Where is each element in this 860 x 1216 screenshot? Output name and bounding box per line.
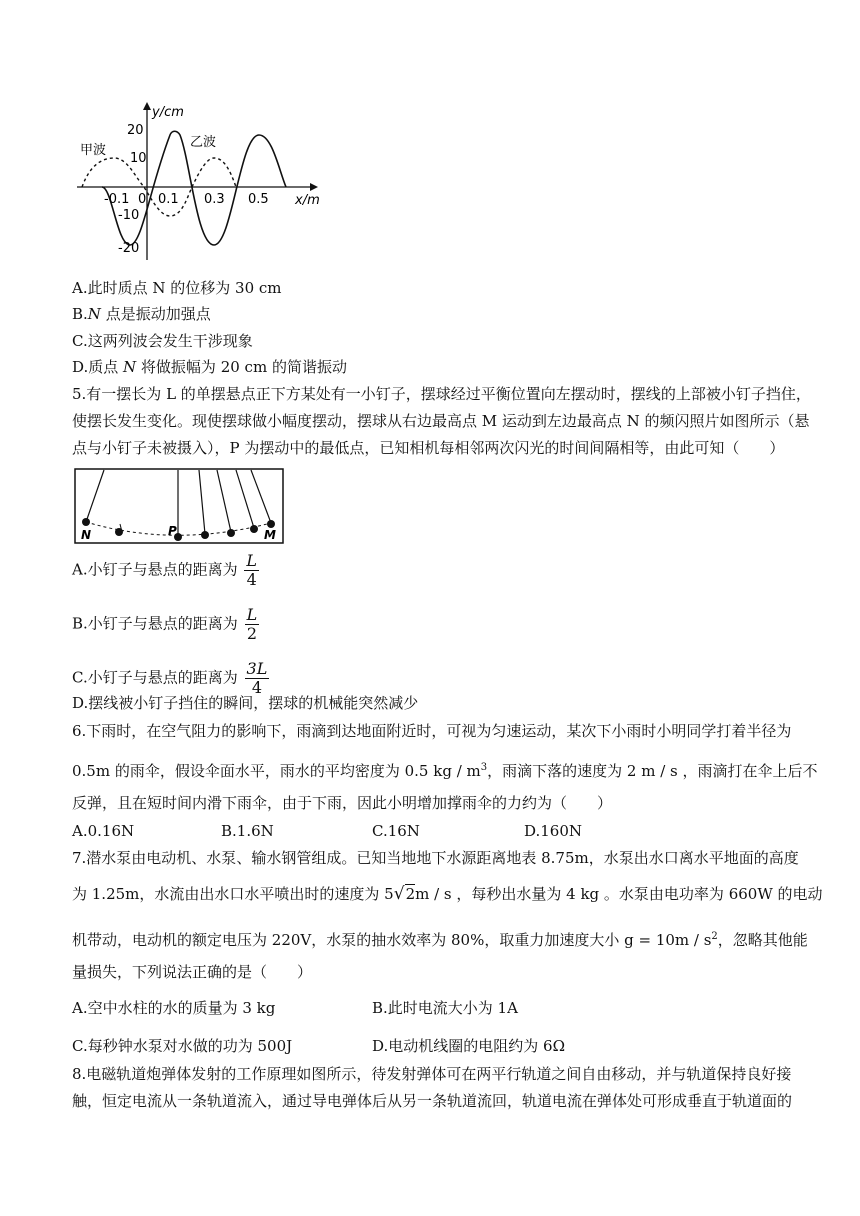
x-axis-label: x/m	[295, 193, 320, 208]
pendulum-string	[86, 470, 104, 522]
q7-stem-line1: 7.潜水泵由电动机、水泵、输水钢管组成。已知当地地下水源距离地表 8.75m，水泵出水口离水平地面的高度	[72, 849, 799, 867]
y-tick-10: 10	[130, 151, 147, 166]
pendulum-bob	[267, 520, 275, 528]
wave-b-label: 乙波	[190, 135, 217, 150]
pendulum-bob	[115, 528, 123, 536]
pendulum-figure	[74, 468, 286, 546]
pendulum-bob	[201, 531, 209, 539]
q5-option-a: A.小钉子与悬点的距离为 $\frac{L}{4}$	[72, 551, 258, 589]
pendulum-string	[217, 470, 231, 532]
x-axis-arrow	[310, 183, 318, 191]
q7-option-b: B.此时电流大小为 1A	[372, 999, 518, 1017]
pendulum-string	[236, 470, 254, 528]
q7-stem-line3: 机带动，电动机的额定电压为 220V，水泵的抽水效率为 80%，取重力加速度大小 $g = 10m / s^2$，忽略其他能	[72, 931, 808, 949]
q5-option-d: D.摆线被小钉子挡住的瞬间，摆球的机械能突然减少	[72, 694, 419, 712]
wave-a-label: 甲波	[80, 143, 107, 158]
y-tick-neg20: -20	[118, 241, 140, 256]
q6-option-a: A.0.16N	[72, 822, 135, 840]
q6-option-b: B.1.6N	[221, 822, 274, 840]
q6-option-d: D.160N	[524, 822, 583, 840]
q7-stem-line2: 为 1.25m，水流由出水口水平喷出时的速度为 5√2m / s ，每秒出水量为 4 kg 。水泵由电功率为 660W 的电动	[72, 884, 823, 904]
q6-stem-line3: 反弹，且在短时间内滑下雨伞，由于下雨，因此小明增加撑雨伞的力约为（ ）	[72, 794, 613, 812]
x-tick-neg0.1: -0.1	[104, 192, 130, 207]
y-axis-arrow	[143, 102, 151, 110]
q7-stem-line4: 量损失，下列说法正确的是（ ）	[72, 963, 313, 981]
point-m-label: M	[264, 528, 276, 542]
pendulum-string	[251, 470, 271, 523]
q4-option-a: A.此时质点 N 的位移为 30 cm	[72, 279, 282, 297]
pendulum-bob	[82, 518, 90, 526]
q6-stem-line1: 6.下雨时，在空气阻力的影响下，雨滴到达地面附近时，可视为匀速运动，某次下小雨时小明同学打着半径为	[72, 722, 792, 740]
pendulum-string	[199, 470, 205, 534]
q5-stem-line3: 点与小钉子未被摄入），P 为摆动中的最低点，已知相机每相邻两次闪光的时间间隔相等，由此可知（ ）	[72, 439, 785, 457]
q8-stem-line2: 触，恒定电流从一条轨道流入，通过导电弹体后从另一条轨道流回，轨道电流在弹体处可形成垂直于轨道面的	[72, 1092, 793, 1110]
q8-stem-line1: 8.电磁轨道炮弹体发射的工作原理如图所示，待发射弹体可在两平行轨道之间自由移动，并与轨道保持良好接	[72, 1065, 792, 1083]
q5-stem-line2: 使摆长发生变化。现使摆球做小幅度摆动，摆球从右边最高点 M 运动到左边最高点 N 的频闪照片如图所示（悬	[72, 412, 810, 430]
q4-option-d: D.质点 N 将做振幅为 20 cm 的简谐振动	[72, 358, 347, 376]
q4-option-b: B.N 点是振动加强点	[72, 305, 211, 323]
q7-option-a: A.空中水柱的水的质量为 3 kg	[72, 999, 276, 1017]
x-tick-0.1: 0.1	[158, 192, 179, 207]
wave-figure	[72, 100, 332, 265]
y-tick-neg10: -10	[118, 208, 140, 223]
q5-stem-line1: 5.有一摆长为 L 的单摆悬点正下方某处有一小钉子，摆球经过平衡位置向左摆动时，摆线的上部被小钉子挡住，	[72, 385, 811, 403]
x-tick-0.5: 0.5	[248, 192, 269, 207]
y-tick-20: 20	[127, 123, 144, 138]
q6-option-c: C.16N	[372, 822, 420, 840]
q5-option-c: C.小钉子与悬点的距离为 $\frac{3L}{4}$	[72, 659, 268, 697]
q5-option-b: B.小钉子与悬点的距离为 $\frac{L}{2}$	[72, 605, 258, 643]
q6-stem-line2: 0.5m 的雨伞，假设伞面水平，雨水的平均密度为 0.5 kg / $m^3$，雨滴下落的速度为 2 m / s ，雨滴打在伞上后不	[72, 762, 818, 780]
x-tick-0: 0	[138, 192, 147, 207]
pendulum-bob	[250, 525, 258, 533]
q4-option-c: C.这两列波会发生干涉现象	[72, 332, 253, 350]
q7-option-c: C.每秒钟水泵对水做的功为 500J	[72, 1037, 293, 1055]
pendulum-bob	[227, 529, 235, 537]
q7-option-d: D.电动机线圈的电阻约为 6Ω	[372, 1037, 566, 1055]
x-tick-0.3: 0.3	[204, 192, 225, 207]
point-n-label: N	[81, 528, 92, 542]
y-axis-label: y/cm	[152, 105, 184, 120]
point-p-label: P	[168, 524, 177, 538]
